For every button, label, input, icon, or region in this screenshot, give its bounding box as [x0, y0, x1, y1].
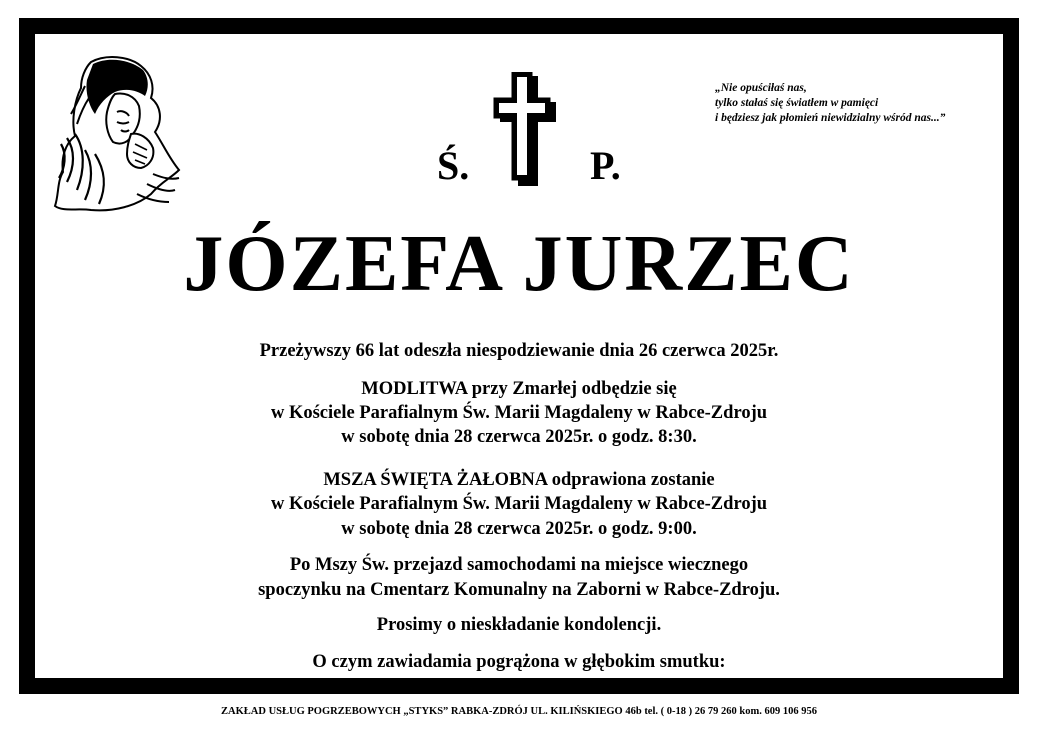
- prayer-line: w sobotę dnia 28 czerwca 2025r. o godz. 8:30.: [341, 427, 697, 447]
- condolences-request: Prosimy o nieskładanie kondolencji.: [376, 615, 662, 635]
- quote-line: tylko stałaś się światłem w pamięci: [715, 97, 879, 109]
- mass-line: w sobotę dnia 28 czerwca 2025r. o godz. 9:00.: [341, 519, 697, 539]
- procession-line: Po Mszy Św. przejazd samochodami na miejsce wiecznego: [289, 555, 749, 575]
- mass-line: MSZA ŚWIĘTA ŻAŁOBNA odprawiona zostanie: [323, 470, 715, 490]
- prayer-line: w Kościele Parafialnym Św. Marii Magdaleny w Rabce-Zdroju: [270, 403, 768, 423]
- funeral-home-footer: ZAKŁAD USŁUG POGRZEBOWYCH „STYKS” RABKA-ZDRÓJ UL. KILIŃSKIEGO 46b tel. ( 0-18 ) 26 79 260 kom. 609 106 956: [221, 706, 817, 717]
- procession-line: spoczynku na Cmentarz Komunalny na Zaborni w Rabce-Zdroju.: [258, 580, 780, 600]
- quote-line: i będziesz jak płomień niewidzialny wśród nas...”: [715, 112, 946, 124]
- obituary-frame: [19, 18, 1019, 694]
- praying-christ-illustration: [51, 54, 183, 216]
- death-announcement: Przeżywszy 66 lat odeszła niespodziewanie dnia 26 czerwca 2025r.: [259, 341, 779, 361]
- sp-abbreviation-right: P.: [590, 143, 621, 188]
- memorial-quote: [715, 81, 945, 126]
- sp-abbreviation-left: Ś.: [437, 143, 470, 188]
- family-signature: RODZINA: [475, 676, 563, 696]
- family-notice: O czym zawiadamia pogrążona w głębokim smutku:: [312, 652, 726, 672]
- prayer-line: MODLITWA przy Zmarłej odbędzie się: [361, 379, 677, 399]
- cross-icon: [488, 72, 560, 190]
- quote-line: „Nie opuściłaś nas,: [715, 82, 807, 94]
- mass-line: w Kościele Parafialnym Św. Marii Magdaleny w Rabce-Zdroju: [270, 494, 768, 514]
- deceased-name: JÓZEFA JURZEC: [183, 220, 855, 308]
